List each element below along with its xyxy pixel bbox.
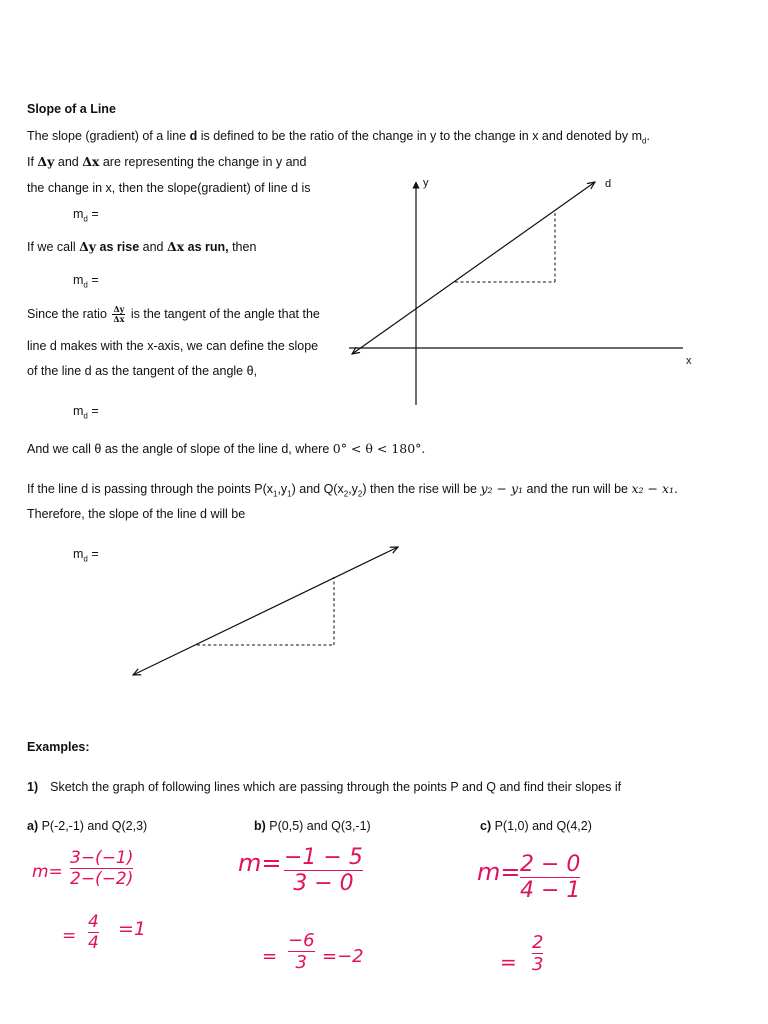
examples-heading: Examples:: [27, 740, 90, 754]
line-pq: [133, 547, 398, 675]
slope-formula-4: $m_d$ =: [73, 547, 99, 564]
example-1-question: 1) Sketch the graph of following lines which are passing through the points P and Q and find their slopes if: [27, 780, 622, 794]
solution-c-fraction: $\frac{2 - 0}{4 - 1}$: [520, 852, 581, 903]
definition-line-2: If Δy and Δx are representing the change in y and: [27, 154, 307, 169]
solution-b-result: =−2: [322, 946, 364, 967]
tangent-line-2: line d makes with the x-axis, we can define the slope: [27, 339, 319, 353]
solution-c-m: m=: [477, 858, 521, 886]
definition-line-3: the change in x, then the slope(gradient) of line d is: [27, 181, 311, 195]
slope-formula-3: $m_d$ =: [73, 404, 99, 421]
section-title: Slope of a Line: [27, 102, 116, 116]
solution-a-fraction-2: $\frac{4}{4}$: [88, 912, 99, 953]
solution-b-fraction: $\frac{-1 - 5}{3 - 0}$: [284, 845, 363, 896]
solution-c-eq: =: [500, 950, 517, 974]
solution-b-m: m=: [238, 849, 282, 877]
example-a: a) P(-2,-1) and Q(2,3): [27, 819, 148, 833]
ratio-fraction: $\frac{\Delta y}{\Delta x}$: [113, 304, 125, 324]
solution-a-eq: =: [62, 926, 77, 946]
example-b: b) P(0,5) and Q(3,-1): [254, 819, 371, 833]
points-line-1: If the line d is passing through the points $P(x_1,y_1)$ and $Q(x_2,y_2)$ then the rise will be y₂ − y₁ and the run will be x₂ − x₁.: [27, 481, 678, 499]
line-d: [352, 182, 595, 354]
slope-formula-1: $m_d$ =: [73, 207, 99, 224]
rise-run-line: If we call Δy as rise and Δx as run, then: [27, 239, 257, 254]
solution-b-eq: =: [262, 946, 278, 967]
solution-c-fraction-2: $\frac{2}{3}$: [532, 932, 544, 975]
points-line-2: Therefore, the slope of the line d will be: [27, 507, 246, 521]
solution-a-m: m=: [32, 862, 63, 882]
angle-sentence: And we call θ as the angle of slope of the line d, where 0° < θ < 180°.: [27, 441, 426, 456]
line-d-label: d: [605, 178, 612, 190]
slope-formula-2: $m_d$ =: [73, 273, 99, 290]
y-axis-label: y: [423, 177, 429, 189]
tangent-line-3: of the line d as the tangent of the angle θ,: [27, 364, 258, 378]
definition-line-1: The slope (gradient) of a line d is defined to be the ratio of the change in y to the change in x and denoted by $m_d$.: [27, 129, 650, 146]
solution-a-fraction: $\frac{3-(-1)}{2-(-2)}$: [70, 848, 134, 889]
tangent-line-1: Since the ratio $\frac{\Delta y}{\Delta x}$ is the tangent of the angle that the: [27, 304, 320, 324]
example-c: c) P(1,0) and Q(4,2): [480, 819, 592, 833]
x-axis-label: x: [686, 355, 692, 367]
solution-a-result: =1: [118, 918, 147, 940]
solution-b-fraction-2: $\frac{-6}{3}$: [288, 930, 315, 973]
